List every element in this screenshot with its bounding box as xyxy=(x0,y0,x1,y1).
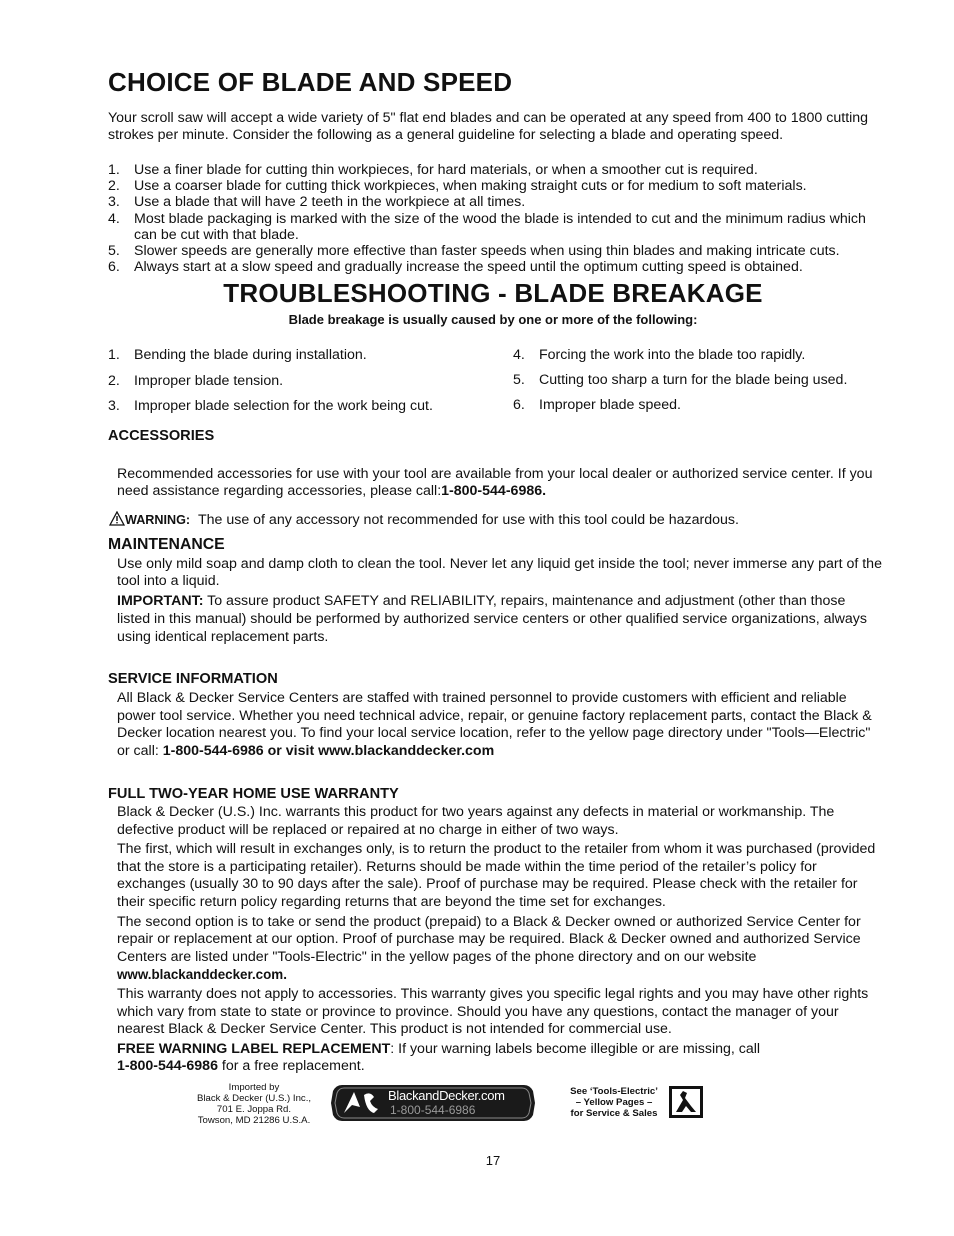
list-item: 3. Improper blade selection for the work being cut. xyxy=(108,398,433,414)
troubleshooting-subtitle: Blade breakage is usually caused by one or more of the following: xyxy=(288,312,698,327)
list-item: 5. Slower speeds are generally more effective than faster speeds when using thin blades and making intricate cuts. xyxy=(108,243,840,260)
logo-website: BlackandDecker.com xyxy=(388,1088,505,1103)
service-heading: SERVICE INFORMATION xyxy=(108,671,278,687)
warranty-paragraph: This warranty does not apply to accessories. This warranty gives you specific legal rights and you may have other rights which vary from state to state or province to province. Should you have any questions, contact the manager of your nearest Black & Decker Service Center. This product is not intended for commercial use. xyxy=(117,985,869,1038)
blade-intro: Your scroll saw will accept a wide variety of 5" flat end blades and can be operated at any speed from 400 to 1800 cutting strokes per minute. Consider the following as a general guideline for selecting a blade and operating speed. xyxy=(108,110,869,143)
accessories-text: Recommended accessories for use with your tool are available from your local dealer or authorized service center. If you need assistance regarding accessories, please call:1-800-544-6986. xyxy=(117,466,873,499)
warning-line xyxy=(109,511,889,531)
warning-text: The use of any accessory not recommended for use with this tool could be hazardous. xyxy=(197,512,739,528)
blackanddecker-logo xyxy=(330,1083,536,1123)
list-item: 1. Use a finer blade for cutting thin workpieces, for hard materials, or when a smoother cut is required. xyxy=(108,162,758,178)
list-item: 2. Improper blade tension. xyxy=(108,373,284,389)
yellow-pages-icon xyxy=(669,1086,703,1118)
list-item: 6. Always start at a slow speed and gradually increase the speed until the optimum cutting speed is obtained. xyxy=(108,259,803,276)
warranty-heading: FULL TWO-YEAR HOME USE WARRANTY xyxy=(108,786,399,802)
maintenance-text: Use only mild soap and damp cloth to clean the tool. Never let any liquid get inside the tool; never immerse any part of the tool into a liquid. xyxy=(117,556,882,589)
list-item: 1. Bending the blade during installation. xyxy=(108,347,367,363)
warranty-paragraph: Black & Decker (U.S.) Inc. warrants this product for two years against any defects in material or workmanship. The defective product will be replaced or repaired at no charge in either of two ways. xyxy=(117,804,835,838)
list-item: 4. Most blade packaging is marked with the size of the wood the blade is intended to cut and the minimum radius which can be cut with that blade. xyxy=(108,210,866,243)
yellow-pages-note: See ‘Tools-Electric’ – Yellow Pages – for Service & Sales xyxy=(570,1086,658,1119)
free-label-replacement: FREE WARNING LABEL REPLACEMENT: If your warning labels become illegible or are missing, call xyxy=(117,1040,761,1057)
maintenance-important: IMPORTANT: To assure product SAFETY and RELIABILITY, repairs, maintenance and adjustment (other than those listed in this manual) should be performed by authorized service centers or other qualified service organizations, always using identical replacement parts. xyxy=(117,593,867,645)
warning-triangle-icon xyxy=(109,511,125,531)
page-number: 17 xyxy=(485,1153,501,1168)
maintenance-heading: MAINTENANCE xyxy=(108,536,225,553)
warranty-paragraph: The second option is to take or send the product (prepaid) to a Black & Decker owned or authorized Service Center for repair or replacement at our option. Proof of purchase may be required. Black & Decker owned and authorized Service Centers are listed under "Tools-Electric" in the yellow pages of the phone directory and on our website xyxy=(117,913,861,965)
free-label-replacement-phone: 1-800-544-6986 for a free replacement. xyxy=(117,1058,365,1075)
list-item: 6. Improper blade speed. xyxy=(513,397,681,413)
accessories-heading: ACCESSORIES xyxy=(108,428,215,444)
list-item: 5. Cutting too sharp a turn for the blade being used. xyxy=(513,372,848,388)
warranty-body xyxy=(117,804,882,1076)
warning-label: WARNING: xyxy=(125,513,191,527)
accessories-phone: 1-800-544-6986. xyxy=(441,483,547,499)
warranty-website: www.blackanddecker.com. xyxy=(117,967,287,983)
page-title: CHOICE OF BLADE AND SPEED xyxy=(108,67,513,97)
list-item: 3. Use a blade that will have 2 teeth in the workpiece at all times. xyxy=(108,194,526,211)
breakage-list-left xyxy=(108,347,498,415)
list-item: 2. Use a coarser blade for cutting thick workpieces, when making straight cuts or for medium to soft materials. xyxy=(108,178,807,195)
list-item: 4. Forcing the work into the blade too rapidly. xyxy=(513,347,806,363)
logo-phone: 1-800-544-6986 xyxy=(390,1103,476,1117)
importer-address: Imported by Black & Decker (U.S.) Inc., 701 E. Joppa Rd. Towson, MD 21286 U.S.A. xyxy=(196,1082,312,1126)
troubleshooting-title: TROUBLESHOOTING - BLADE BREAKAGE xyxy=(223,278,763,308)
warranty-paragraph: The first, which will result in exchanges only, is to return the product to the retailer from whom it was purchased (provided that the store is a participating retailer). Returns should be made within the time period of the retailer’s policy for exchanges (usually 30 to 90 days after the sale). Proof of purchase may be required. Please check with the retailer for their specific return policy regarding returns that are beyond the time set for exchanges. xyxy=(117,841,876,910)
service-contact: 1-800-544-6986 or visit www.blackanddecker.com xyxy=(162,742,495,759)
service-text: All Black & Decker Service Centers are staffed with trained personnel to provide customers with efficient and reliable power tool service. Whether you need technical advice, repair, or genuine factory replacement parts, contact the Black & Decker location nearest you. To find your local service location, refer to the yellow page directory under "Tools—Electric" or call: 1-800-544-6986 or visit www.blackanddecker.com xyxy=(117,690,872,759)
breakage-list-right xyxy=(513,347,893,414)
blade-guideline-list xyxy=(108,162,888,275)
